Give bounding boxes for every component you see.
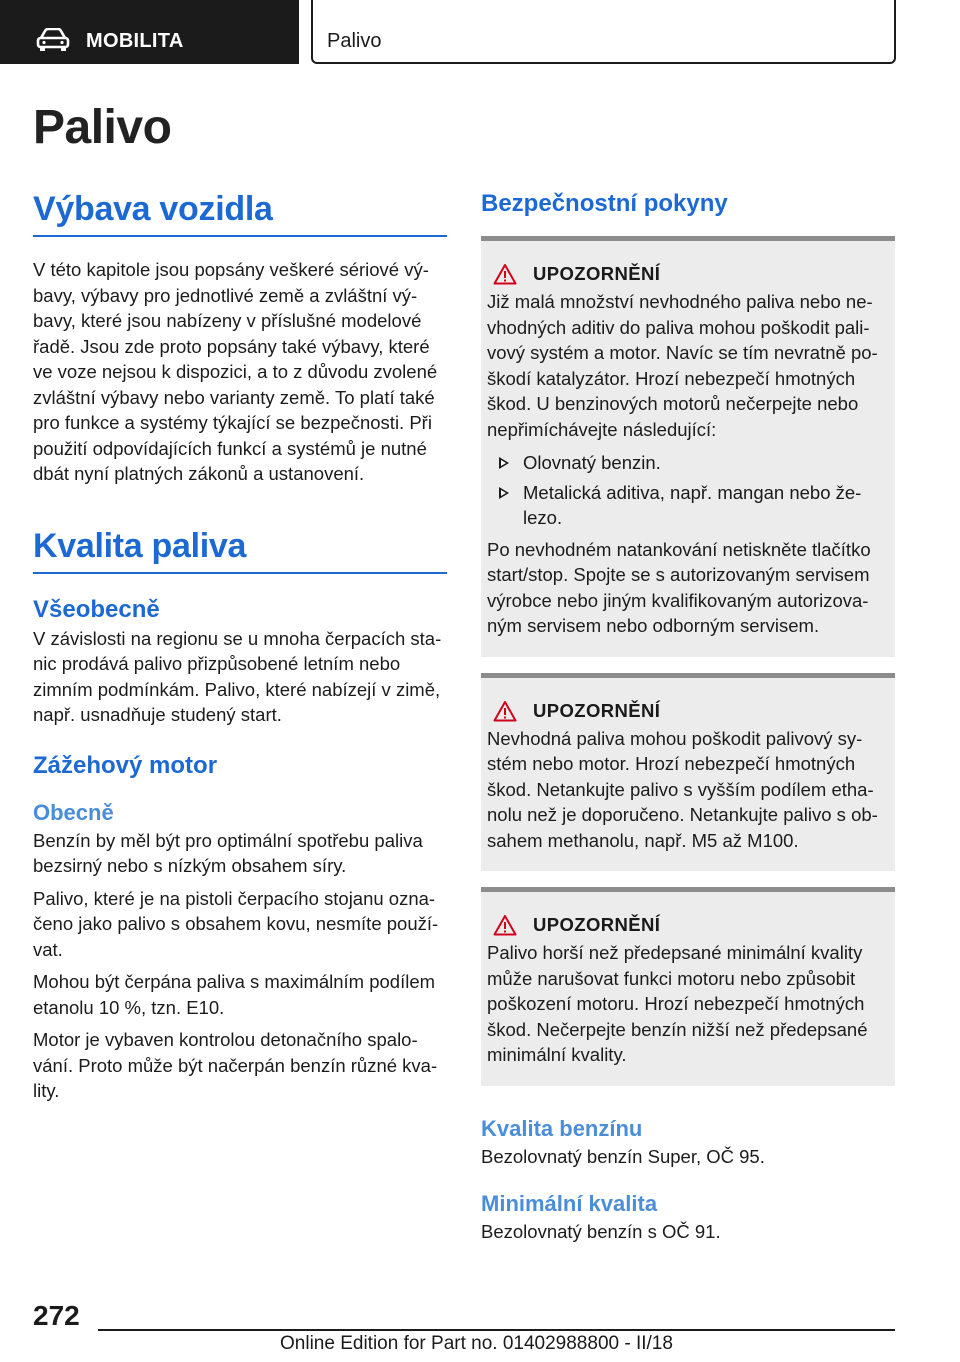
text-line: etanolu 10 %, tzn. E10. [33,996,225,1018]
warning-text [487,726,887,854]
heading-vseobecne: Všeobecně [33,595,160,623]
bullet-triangle-icon [499,487,509,499]
obecne-paragraph-2 [33,886,447,963]
obecne-paragraph-4 [33,1027,447,1104]
text-line: výrobce nebo jiným kvalifikovaným autorizova- [487,589,869,611]
text-line: Motor je vybaven kontrolou detonačního spalo- [33,1029,418,1050]
warning-text [487,289,887,442]
heading-rule [33,235,447,237]
text-line: V této kapitole jsou popsány veškeré sériové vý- [33,259,429,280]
text-line: škod. Nečerpejte benzín nižší než předepsané [487,1018,868,1040]
text-line: stém nebo motor. Hrozí nebezpečí hmotných [487,753,856,774]
warning-bullet-list [487,450,887,531]
page-number: 272 [33,1300,80,1331]
text-line: Mohou být čerpána paliva s maximálním podílem [33,971,436,992]
warning-triangle-icon [493,700,517,722]
text-line: může narušovat funkci motoru nebo způsobit [487,967,856,989]
text-line: Palivo horší než předepsané minimální kvality [487,942,863,963]
heading-rule [33,572,447,574]
heading-kvalita-benzinu: Kvalita benzínu [481,1115,643,1141]
vybava-paragraph [33,257,447,487]
warning-header [493,914,887,936]
warning-text [487,537,887,639]
list-item [487,450,887,476]
left-column [33,190,447,1104]
text-line: čeno jako palivo s obsahem kovu, nesmíte použí- [33,913,439,934]
footer-rule [98,1329,895,1331]
text-line: lity. [33,1080,60,1101]
warning-box [481,887,895,1086]
text-line: zvláštní výbavy nebo varianty země. To platí také [33,386,435,408]
right-column [481,190,895,1245]
heading-vybava-vozidla: Výbava vozidla [33,190,273,228]
warning-triangle-icon [493,263,517,285]
text-line: škod. Netankujte palivo s vyšším podílem etha- [487,778,874,800]
text-line: Po nevhodném natankování netiskněte tlačítko [487,538,871,560]
text-line: zimním podmínkám. Palivo, které nabízejí v zimě, [33,678,441,700]
text-line: pro funkce a systémy týkající se bezpečnosti. Při [33,412,432,433]
text-line: bezsirný nebo s nízkým obsahem síry. [33,855,347,876]
text-line: ným servisem nebo odborným servisem. [487,615,820,636]
obecne-paragraph-1 [33,828,447,879]
text-line: minimální kvality. [487,1044,627,1065]
text-line: bavy, výbavy pro jednotlivé země a zvláštní vý- [33,284,418,306]
warning-box [481,236,895,657]
page-title: Palivo [33,101,172,154]
text-line: Již malá množství nevhodného paliva nebo ne- [487,291,873,312]
header-chapter-tab [311,0,896,64]
heading-zazehovy-motor: Zážehový motor [33,751,218,779]
minimalni-kvalita-text: Bezolovnatý benzín s OČ 91. [481,1221,721,1242]
text-line: škodí katalyzátor. Hrozí nebezpečí hmotných [487,367,856,389]
kvalita-benzinu-text: Bezolovnatý benzín Super, OČ 95. [481,1145,765,1167]
list-item [487,480,887,531]
vseobecne-paragraph [33,626,447,728]
bullet-triangle-icon [499,457,509,469]
header-section-label: MOBILITA [86,30,184,52]
text-line: řadě. Jsou zde proto popsány také výbavy, které [33,335,430,357]
text-line: vový systém a motor. Navíc se tím nevratně po- [487,342,878,363]
text-line: Olovnatý benzin. [523,452,661,473]
text-line: ve voze nejsou k dispozici, a to z důvodu zvolené [33,361,438,382]
warning-title: UPOZORNĚNÍ [533,914,661,935]
text-line: nolu než je doporučeno. Netankujte palivo s ob- [487,804,878,825]
warning-title: UPOZORNĚNÍ [533,699,661,721]
text-line: Metalická aditiva, např. mangan nebo že- [523,481,862,503]
heading-obecne: Obecně [33,799,114,825]
footer-edition: Online Edition for Part no. 01402988800 - II/18 [280,1333,673,1354]
text-line: Nevhodná paliva mohou poškodit palivový sy- [487,727,863,749]
text-line: dbát nyní platných zákonů a ustanovení. [33,463,365,484]
warning-triangle-icon [493,914,517,936]
header-section-tab [0,0,299,64]
text-line: V závislosti na regionu se u mnoha čerpacích sta- [33,627,442,649]
warning-box [481,673,895,872]
text-line: např. usnadňuje studený start. [33,704,282,725]
text-line: Benzín by měl být pro optimální spotřebu paliva [33,829,423,851]
text-line: start/stop. Spojte se s autorizovaným servisem [487,564,870,585]
text-line: použití odpovídajících funkcí a systémů je nutné [33,437,427,459]
text-line: Palivo, které je na pistoli čerpacího stojanu ozna- [33,887,436,909]
text-line: lezo. [523,507,563,528]
text-line: škod. U benzinových motorů nečerpejte nebo [487,393,859,414]
heading-kvalita-paliva: Kvalita paliva [33,526,247,565]
header-chapter-label: Palivo [327,30,382,52]
obecne-paragraph-3 [33,969,447,1020]
text-line: poškození motoru. Hrozí nebezpečí hmotných [487,993,865,1014]
text-line: nepřimíchávejte následující: [487,418,717,440]
warning-title: UPOZORNĚNÍ [533,263,661,284]
text-line: vat. [33,938,63,960]
heading-bezpecnostni-pokyny: Bezpečnostní pokyny [481,190,728,217]
text-line: nic prodává palivo přizpůsobené letním nebo [33,653,401,674]
warning-text [487,940,887,1068]
text-line: bavy, které jsou nabízeny v příslušné modelové [33,310,422,331]
text-line: vhodných aditiv do paliva mohou poškodit pali- [487,316,870,338]
text-line: vání. Proto může být načerpán benzín různé kva- [33,1054,438,1076]
text-line: sahem methanolu, např. M5 až M100. [487,829,799,851]
warning-header [493,700,887,722]
warning-header [493,263,887,285]
heading-minimalni-kvalita: Minimální kvalita [481,1191,658,1216]
car-icon [36,28,70,52]
